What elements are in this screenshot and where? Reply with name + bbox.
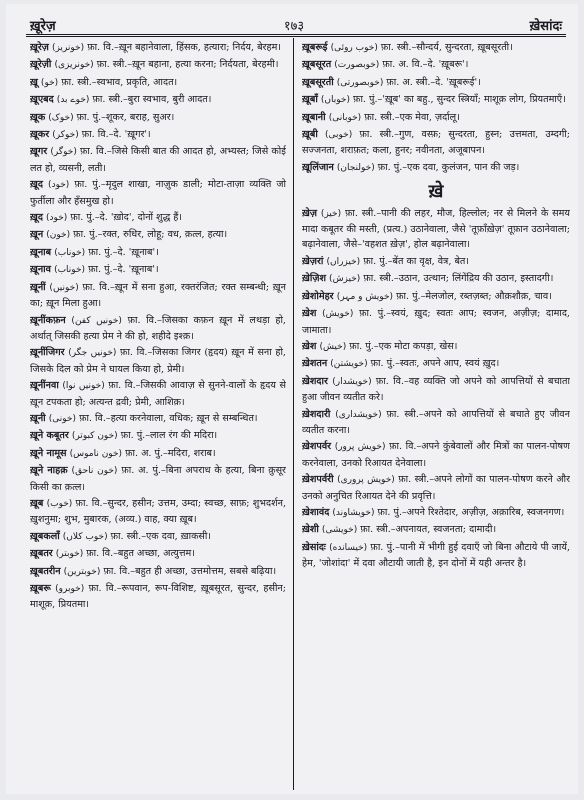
entry-urdu-spelling: (خونیں نوا) bbox=[62, 381, 105, 392]
header-left-guideword: ख़ूरेज़ bbox=[30, 19, 56, 34]
entry-headword: ख़ूबतर bbox=[30, 548, 53, 560]
entry-urdu-spelling: (خو) bbox=[40, 77, 59, 88]
right-column bbox=[302, 40, 570, 788]
entry-definition: फ़ा. पुं.–दे. 'ख़ोद', दोनों शुद्ध हैं। bbox=[70, 212, 183, 224]
entry-headword: ख़ेज़ bbox=[302, 207, 317, 219]
entry-headword: ख़ूब bbox=[30, 497, 44, 509]
dictionary-entry bbox=[30, 177, 286, 209]
entry-definition: फ़ा. स्त्री.–एक मेवा, ज़र्दालू। bbox=[364, 111, 460, 123]
entry-definition: फ़ा. पुं.–मृदुल शाखा, नाज़ुक डाली; मोटा-ताज़ा व्यक्ति जो फुर्तीला और हँसमुख हो। bbox=[30, 179, 286, 207]
entry-urdu-spelling: (خوکر) bbox=[52, 130, 79, 141]
entry-definition: फ़ा. वि.–हत्या करनेवाला, वधिक; ख़ून से सम्बन्धित। bbox=[79, 412, 258, 424]
dictionary-entry bbox=[30, 127, 286, 143]
entry-definition: फ़ा. वि.–बहुत अच्छा, अत्युत्तम। bbox=[86, 548, 195, 560]
entry-urdu-spelling: (خوبصورتی) bbox=[336, 77, 384, 88]
entry-definition: फ़ा. वि.–जिसका कफ़न ख़ून में लथड़ा हो, अर्थात् जिसकी हत्या प्रेम ने की हो, शहीदे इश्क़। bbox=[30, 314, 286, 342]
entry-urdu-spelling: (خویشداری) bbox=[335, 409, 382, 420]
entry-urdu-spelling: (خوبی) bbox=[325, 130, 353, 141]
entry-headword: ख़ूएबद bbox=[30, 94, 54, 106]
entry-headword: ख़ू bbox=[30, 76, 38, 88]
dictionary-entry bbox=[302, 356, 570, 372]
dictionary-entry bbox=[302, 522, 570, 538]
entry-headword: ख़ेसांदः bbox=[302, 541, 326, 553]
entry-headword: ख़ेशोमेहर bbox=[302, 290, 334, 302]
entry-definition: फ़ा. स्त्री.–बुरा स्वभाव, बुरी आदत। bbox=[92, 94, 212, 106]
entry-definition: फ़ा. स्त्री.–पानी की लहर, मौज, हिल्लोल; नर से मिलने के समय मादा कबूतर की मस्ती, (प्रत्य.) उठानेवाला, जैसे 'तूफ़ाँख़ेज़' तूफ़ान उठानेवाला; बढ़ानेवाला, जैसे–'वहशत ख़ेज़', होल बढ़ानेवाला। bbox=[302, 207, 570, 251]
entry-definition: फ़ा. पुं.–दे. 'ख़ूनाब'। bbox=[88, 246, 159, 258]
entry-headword: ख़ून bbox=[30, 229, 44, 241]
entry-urdu-spelling: (خوبانی) bbox=[328, 112, 362, 123]
entry-urdu-spelling: (خون ناموس) bbox=[69, 448, 123, 459]
entry-definition: फ़ा. स्त्री.–सौन्दर्य, सुन्दरता, ख़ूबसूरती। bbox=[380, 42, 513, 53]
entry-definition: फ़ा. स्त्री.–स्वभाव, प्रकृति, आदत। bbox=[61, 76, 178, 88]
entry-headword: ख़ेशावंद bbox=[302, 506, 330, 518]
entry-headword: ख़ेज़रां bbox=[302, 255, 324, 267]
entry-definition: फ़ा. वि.–जिसकी आवाज़ से सुनने-वालों के हृदय से ख़ून टपकता हो; अत्यन्त द्रवी; प्रेमी, आशिक़। bbox=[30, 380, 286, 408]
entry-definition: फ़ा. अ. पुं.–बिना अपराध के हत्या, बिना क़ुसूर किसी का क़त्ल। bbox=[30, 465, 286, 493]
entry-definition: फ़ा. वि.–जिसे किसी बात की आदत हो, अभ्यस्त; जिसे कोई लत हो, व्यसनी, लती। bbox=[30, 146, 286, 174]
entry-urdu-spelling: (خوبتر) bbox=[55, 549, 84, 560]
entry-headword: ख़ूबी bbox=[302, 129, 318, 141]
entry-definition: फ़ा. वि.–दे. 'ख़ूगर'। bbox=[81, 129, 151, 141]
entry-headword: ख़ेशी bbox=[302, 524, 319, 536]
entry-definition: फ़ा. अ. स्त्री.–दे. 'ख़ूबरूई'। bbox=[386, 76, 481, 88]
dictionary-entry bbox=[30, 313, 286, 345]
entry-definition: फ़ा. पुं.–एक दवा, कुलंजन, पान की जड़। bbox=[377, 161, 520, 173]
entry-urdu-spelling: (خونیں جگر) bbox=[68, 348, 117, 359]
entry-definition: फ़ा. पुं.–एक मोटा कपड़ा, खेस। bbox=[349, 340, 458, 352]
dictionary-entry bbox=[302, 110, 570, 126]
dictionary-entry bbox=[30, 210, 286, 226]
entry-headword: ख़ूने कबूतर bbox=[30, 430, 69, 442]
entry-urdu-spelling: (خوناب) bbox=[54, 247, 86, 258]
entry-urdu-spelling: (خویشی) bbox=[321, 525, 358, 536]
entry-headword: ख़ूने नाहक़ bbox=[30, 465, 68, 477]
entry-headword: ख़ूरेज़ bbox=[30, 42, 49, 53]
entry-headword: ख़ेशपर्वर bbox=[302, 441, 332, 453]
entry-headword: ख़ूगर bbox=[30, 146, 48, 158]
entry-urdu-spelling: (خوگر) bbox=[50, 147, 77, 158]
entry-definition: फ़ा. पुं.–शूकर, बराह, सुअर। bbox=[76, 111, 175, 123]
dictionary-page bbox=[6, 4, 578, 794]
entry-urdu-spelling: (خونی) bbox=[48, 413, 76, 424]
dictionary-entry bbox=[30, 581, 286, 613]
entry-definition: फ़ा. पुं.–रक्त, रुधिर, लोहू; वध, क़त्ल, हत्या। bbox=[73, 229, 228, 241]
entry-headword: ख़ेश bbox=[302, 340, 317, 352]
dictionary-entry bbox=[302, 339, 570, 355]
entry-definition: फ़ा. वि.–रूपवान, रूप-विशिष्ट, ख़ूबसूरत, सुन्दर, हसीन; माशूक़, प्रियतमा। bbox=[30, 583, 286, 611]
dictionary-entry bbox=[30, 280, 286, 312]
left-column bbox=[30, 40, 286, 788]
dictionary-entry bbox=[30, 57, 286, 73]
entry-urdu-spelling: (خوک) bbox=[48, 112, 74, 123]
dictionary-entry bbox=[302, 374, 570, 406]
entry-urdu-spelling: (خویشاوند) bbox=[332, 507, 375, 518]
entry-urdu-spelling: (خویش) bbox=[322, 309, 354, 320]
entry-definition: फ़ा. अ. वि.–दे. 'ख़ूबरू'। bbox=[382, 59, 469, 71]
entry-urdu-spelling: (خیزش) bbox=[329, 274, 361, 285]
entry-definition: फ़ा. पुं.–स्वयं, ख़ुद; स्वतः आप; स्वजन, अज़ीज़; दामाद, जामाता। bbox=[302, 308, 570, 336]
entry-urdu-spelling: (خود) bbox=[46, 213, 68, 224]
entry-urdu-spelling: (خویشتن) bbox=[330, 359, 368, 370]
entry-headword: ख़ूनी bbox=[30, 412, 46, 424]
dictionary-entry bbox=[302, 254, 570, 270]
entry-urdu-spelling: (خویشدار) bbox=[332, 376, 372, 387]
entry-urdu-spelling: (خود) bbox=[48, 180, 70, 191]
entry-definition: फ़ा. वि.–बहुत ही अच्छा, उत्तमोत्तम, सबसे बढ़िया। bbox=[103, 565, 277, 577]
entry-headword: ख़ेशदारी bbox=[302, 408, 331, 420]
entry-headword: ख़ेज़िश bbox=[302, 273, 326, 285]
dictionary-entry bbox=[30, 463, 286, 495]
entry-headword: ख़ेश bbox=[302, 308, 317, 320]
entry-definition: फ़ा. स्त्री.–अपने लोगों का पालन-पोषण करने और उनको अनुचित रिआयत देने की प्रवृत्ति। bbox=[302, 474, 570, 502]
entry-definition: फ़ा. स्त्री.–अपने को आपत्तियों से बचाते हुए जीवन व्यतीत करना। bbox=[302, 408, 570, 436]
dictionary-entry bbox=[30, 546, 286, 562]
dictionary-entry bbox=[302, 75, 570, 91]
entry-urdu-spelling: (خوے بد) bbox=[56, 95, 90, 106]
entry-definition: फ़ा. पुं.–पानी में भीगी हुई दवाएँ जो बिना औटाये पी जायें, हेम, 'जोशांदा' में दवा औटायी जाती है, इन दोनों में यही अन्तर है। bbox=[302, 541, 570, 570]
dictionary-entry bbox=[30, 345, 286, 377]
dictionary-entry bbox=[302, 40, 570, 56]
entry-headword: ख़ूलिंजान bbox=[302, 161, 334, 173]
entry-urdu-spelling: (خون کبوتر) bbox=[71, 431, 118, 442]
dictionary-entry bbox=[302, 271, 570, 287]
dictionary-entry bbox=[302, 57, 570, 73]
entry-urdu-spelling: (خونریز) bbox=[51, 43, 85, 53]
dictionary-entry bbox=[30, 227, 286, 243]
entry-definition: फ़ा. स्त्री.–एक दवा, ख़ाकसी। bbox=[110, 530, 212, 542]
entry-urdu-spelling: (خون ناحق) bbox=[71, 466, 118, 477]
entry-definition: फ़ा. स्त्री.–गुण, वस्फ़; सुन्दरता, हुस्न; उत्तमता, उम्दगी; सज्जनता, शराफ़त; कला, हुनर; नवीनता, अजूबापन। bbox=[302, 129, 570, 157]
entry-definition: फ़ा. पुं.–स्वतः, अपने आप, स्वयं ख़ुद। bbox=[370, 358, 500, 370]
entry-urdu-spelling: (خوناب) bbox=[54, 265, 86, 276]
dictionary-entry bbox=[30, 75, 286, 91]
entry-definition: फ़ा. पुं.–मेलजोल, रब्तज़ब्त; औक़शौक़, चाव। bbox=[396, 290, 552, 302]
entry-headword: ख़ूबाँ bbox=[302, 94, 318, 106]
entry-urdu-spelling: (خوب) bbox=[46, 498, 73, 509]
entry-urdu-spelling: (خونیں کفن) bbox=[71, 315, 122, 326]
dictionary-entry bbox=[30, 110, 286, 126]
entry-headword: ख़ेशपर्वरी bbox=[302, 474, 334, 486]
entry-urdu-spelling: (خوب کلاں) bbox=[62, 531, 108, 542]
dictionary-entry bbox=[30, 378, 286, 410]
entry-definition: फ़ा. वि.–सुन्दर, हसीन; उत्तम, उम्दा; स्वच्छ, साफ़; शुभदर्शन, ख़ुशनुमा; शुभ, मुबारक, (अव्य.) वाह, क्या ख़ूब। bbox=[30, 497, 286, 526]
entry-urdu-spelling: (خون) bbox=[46, 230, 71, 241]
entry-urdu-spelling: (خولنجان) bbox=[336, 162, 375, 173]
entry-headword: ख़ूबसूरती bbox=[302, 76, 334, 88]
entry-urdu-spelling: (خوب روئی) bbox=[330, 43, 378, 53]
dictionary-entry bbox=[30, 411, 286, 427]
dictionary-entry bbox=[302, 505, 570, 521]
dictionary-entry bbox=[30, 245, 286, 261]
entry-urdu-spelling: (خوباں) bbox=[320, 95, 350, 106]
entry-definition: फ़ा. पुं.–बेंत का वृक्ष, वेत्र, बेत। bbox=[363, 255, 470, 267]
entry-headword: ख़ूद bbox=[30, 212, 43, 224]
entry-urdu-spelling: (خوبصورت) bbox=[334, 60, 380, 71]
dictionary-entry bbox=[30, 40, 286, 56]
page-number: १७३ bbox=[283, 19, 305, 34]
entry-urdu-spelling: (خویش و مہر) bbox=[336, 291, 394, 302]
entry-headword: ख़ूबकलाँ bbox=[30, 530, 60, 542]
entry-headword: ख़ूद bbox=[30, 179, 43, 191]
dictionary-entry bbox=[302, 92, 570, 108]
entry-definition: फ़ा. स्त्री.–उठान, उत्थान; लिंगेंद्रिय की उठान, इस्तादगी। bbox=[363, 273, 554, 285]
entry-headword: ख़ूनींजिगर bbox=[30, 347, 65, 359]
entry-definition: फ़ा. वि.–अपने कुंबेवालों और मित्रों का पालन-पोषण करनेवाला, उनको रिआयत देनेवाला। bbox=[302, 441, 570, 469]
entry-urdu-spelling: (خویش پرور) bbox=[334, 442, 386, 453]
section-letter: ख़े bbox=[428, 181, 444, 203]
dictionary-entry bbox=[302, 439, 570, 471]
dictionary-entry bbox=[302, 407, 570, 439]
entry-urdu-spelling: (خوبرو) bbox=[55, 584, 85, 594]
header-rule bbox=[26, 34, 566, 37]
dictionary-entry bbox=[302, 206, 570, 253]
dictionary-entry bbox=[30, 144, 286, 176]
entry-headword: ख़ेशतन bbox=[302, 358, 328, 370]
entry-urdu-spelling: (خونریزی) bbox=[54, 60, 94, 71]
dictionary-entry bbox=[30, 92, 286, 108]
entry-definition: फ़ा. स्त्री.–अपनायत, स्वजनता; दामादी। bbox=[360, 524, 497, 536]
entry-headword: ख़ूकर bbox=[30, 129, 50, 141]
header-right-guideword: ख़ेसांदः bbox=[529, 19, 562, 34]
column-divider bbox=[293, 38, 294, 790]
entry-urdu-spelling: (خویش پروری) bbox=[337, 475, 395, 486]
entry-headword: ख़ेशदार bbox=[302, 375, 328, 387]
dictionary-entry bbox=[302, 160, 570, 176]
entry-headword: ख़ूरेज़ी bbox=[30, 59, 52, 71]
dictionary-entry bbox=[302, 540, 570, 572]
entry-definition: फ़ा. पुं.–दे. 'ख़ूनाब'। bbox=[88, 264, 159, 276]
entry-definition: फ़ा. पुं.–लाल रंग की मदिरा। bbox=[120, 430, 218, 442]
entry-urdu-spelling: (خیز) bbox=[320, 208, 342, 219]
dictionary-entry bbox=[30, 446, 286, 462]
entry-definition: फ़ा. वि.–ख़ून बहानेवाला, हिंसक, हत्यारा; निर्दय, बेरहम। bbox=[87, 42, 281, 53]
entry-urdu-spelling: (خیسانده) bbox=[329, 542, 368, 553]
entry-urdu-spelling: (خونیں) bbox=[49, 282, 79, 293]
dictionary-entry bbox=[30, 262, 286, 278]
entry-headword: ख़ूक bbox=[30, 111, 46, 123]
dictionary-entry bbox=[30, 428, 286, 444]
entry-definition: फ़ा. अ. पुं.–मदिरा, शराब। bbox=[125, 447, 216, 459]
entry-headword: ख़ूनाव bbox=[30, 264, 51, 276]
entry-urdu-spelling: (خیزراں) bbox=[326, 256, 361, 267]
dictionary-entry bbox=[30, 496, 286, 528]
entry-urdu-spelling: (خیش) bbox=[319, 341, 347, 352]
entry-definition: फ़ा. पुं.–'ख़ूब' का बहु., सुन्दर स्त्रियाँ; माशूक़ लोग, प्रियतमाएँ। bbox=[353, 94, 566, 106]
dictionary-entry bbox=[302, 306, 570, 338]
entry-definition: फ़ा. वि.–जिसका जिगर (हृदय) ख़ून में सना हो, जिसके दिल को प्रेम ने घायल किया हो, प्रेमी। bbox=[30, 347, 286, 375]
entry-definition: फ़ा. स्त्री.–ख़ून बहाना, हत्या करना; निर्दयता, बेरहमी। bbox=[96, 59, 279, 71]
entry-headword: ख़ूबसूरत bbox=[302, 59, 332, 71]
entry-headword: ख़ूबतरीन bbox=[30, 565, 61, 577]
entry-headword: ख़ूनीं bbox=[30, 281, 46, 293]
entry-headword: ख़ूने नामूस bbox=[30, 447, 67, 459]
entry-definition: फ़ा. पुं.–अपने रिश्तेदार, अज़ीज़, अक़ारिब, स्वजनगण। bbox=[377, 506, 565, 518]
dictionary-entry bbox=[302, 289, 570, 305]
entry-urdu-spelling: (خوبترین) bbox=[63, 566, 101, 577]
entry-headword: ख़ूनाब bbox=[30, 246, 52, 258]
entry-headword: ख़ूबरू bbox=[30, 583, 51, 594]
dictionary-entry bbox=[302, 472, 570, 504]
dictionary-entry bbox=[302, 127, 570, 159]
dictionary-entry bbox=[30, 529, 286, 545]
entry-headword: ख़ूनींनवा bbox=[30, 380, 59, 392]
dictionary-entry bbox=[30, 564, 286, 580]
entry-definition: फ़ा. वि.–ख़ून में सना हुआ, रक्तरंजित; रक्त सम्बन्धी; ख़ून का; ख़ून मिला हुआ। bbox=[30, 281, 286, 310]
entry-headword: ख़ूनींकफ़न bbox=[30, 314, 66, 326]
entry-headword: ख़ूबानी bbox=[302, 111, 326, 123]
entry-headword: ख़ूबरूई bbox=[302, 42, 328, 53]
entry-definition: फ़ा. वि.–वह व्यक्ति जो अपने को आपत्तियों से बचाता हुआ जीवन व्यतीत करे। bbox=[302, 375, 570, 404]
